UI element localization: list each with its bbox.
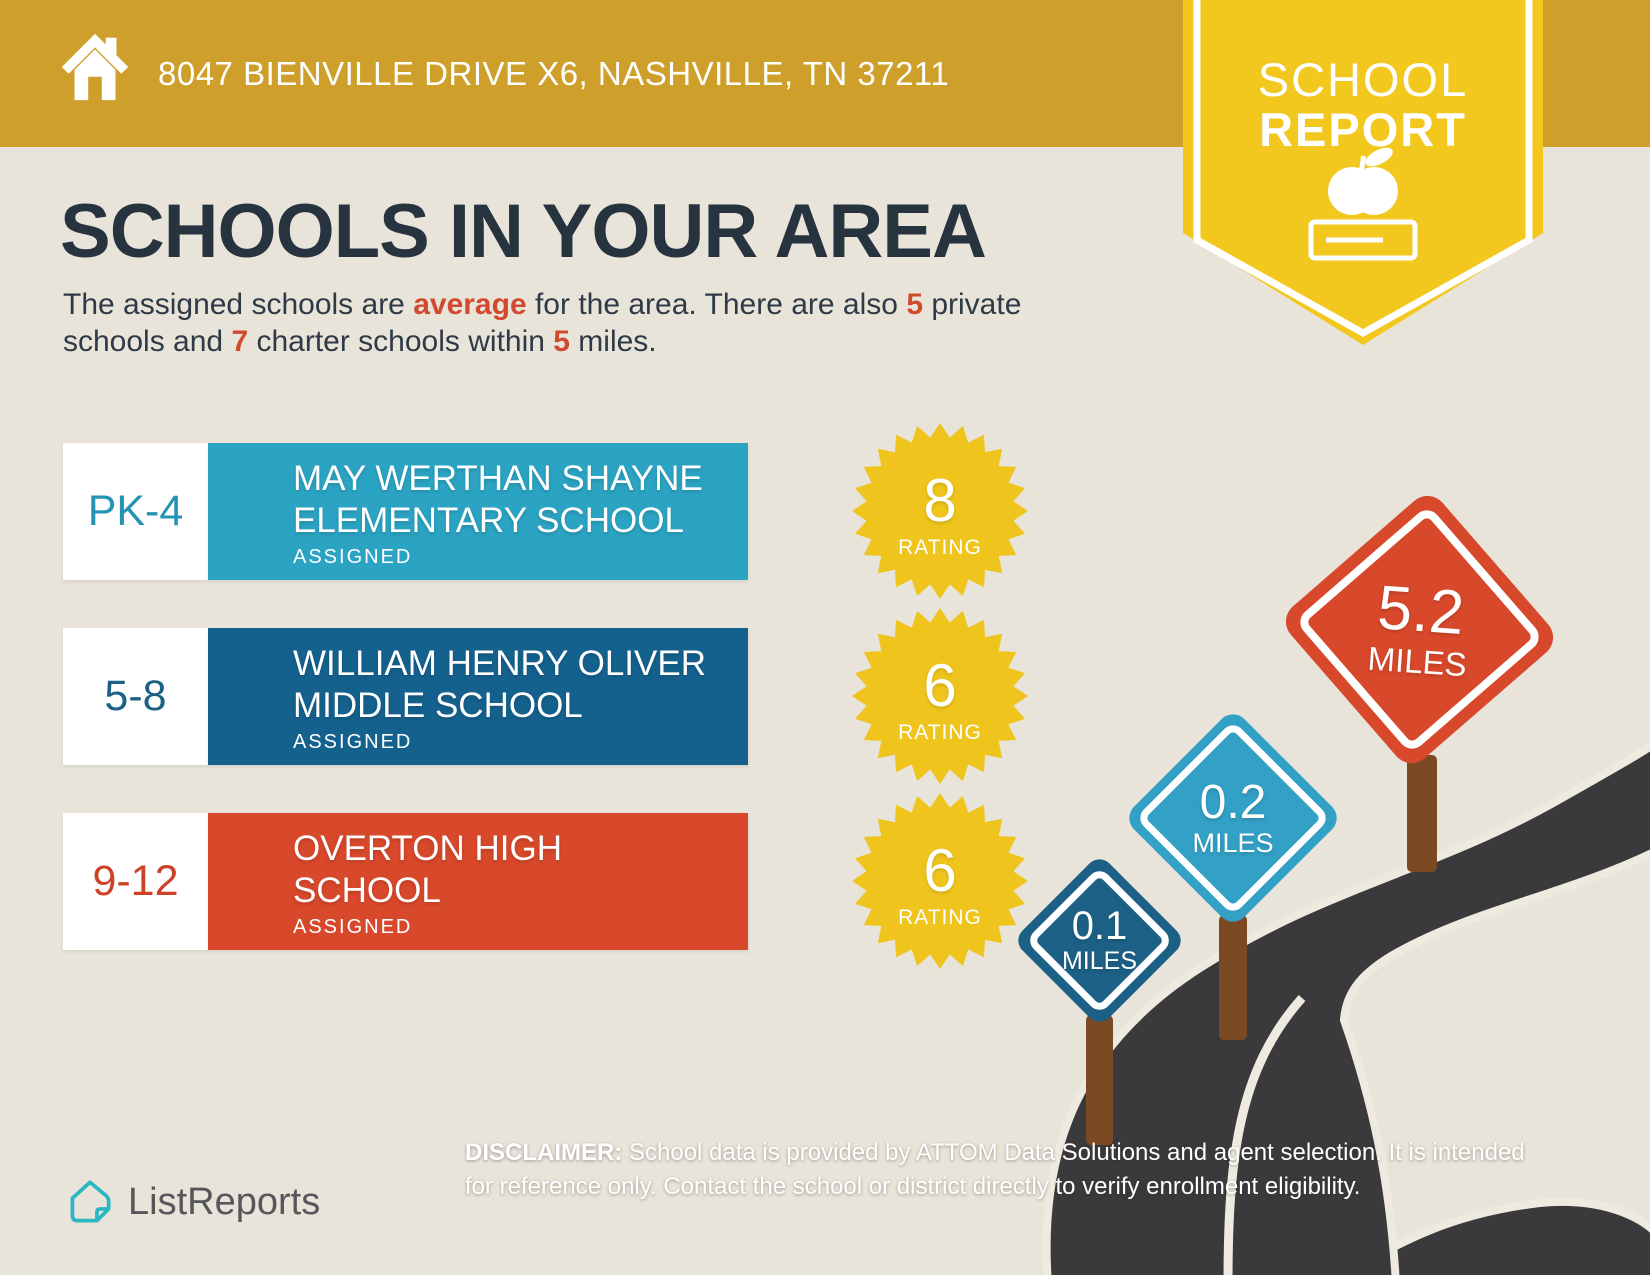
sign-post — [1407, 755, 1437, 872]
school-row-high — [63, 813, 982, 950]
rating-value: 8 — [923, 467, 957, 534]
school-name-line1: OVERTON HIGH — [293, 829, 563, 868]
disclaimer-line1 — [465, 1136, 1625, 1170]
listreports-icon — [66, 1178, 114, 1226]
home-icon — [56, 26, 134, 104]
grade-range: 5-8 — [63, 628, 208, 765]
intro-seg4: charter schools within — [248, 325, 554, 358]
listreports-logo — [66, 1178, 320, 1226]
sign-text — [1038, 879, 1161, 1002]
school-name-line2: MIDDLE SCHOOL — [293, 686, 583, 725]
school-name — [293, 828, 562, 912]
school-row-middle — [63, 628, 982, 765]
rating-badge — [850, 421, 1030, 601]
grade-range: 9-12 — [63, 813, 208, 950]
property-address: 8047 BIENVILLE DRIVE X6, NASHVILLE, TN 37211 — [158, 54, 950, 92]
distance-sign-0-2-miles — [1123, 708, 1344, 929]
school-name — [293, 458, 703, 542]
school-bar — [208, 628, 982, 765]
intro-charter-count: 7 — [231, 325, 249, 358]
rating-badge — [850, 791, 1030, 971]
sign-text — [1312, 522, 1527, 737]
sign-text — [1155, 740, 1311, 896]
badge-line1: SCHOOL — [1257, 53, 1469, 106]
rating-badge — [850, 606, 1030, 786]
badge-line2: REPORT — [1259, 103, 1467, 156]
school-name-line2: ELEMENTARY SCHOOL — [293, 501, 684, 540]
intro-highlight-average: average — [413, 288, 527, 321]
disclaimer-line2: for reference only. Contact the school or district directly to verify enrollment eligibility. — [465, 1173, 1361, 1200]
rating-label: RATING — [898, 721, 982, 744]
disclaimer-label: DISCLAIMER: — [465, 1139, 623, 1166]
distance-unit: MILES — [1061, 947, 1138, 975]
page-title: SCHOOLS IN YOUR AREA — [60, 189, 986, 274]
distance-value: 0.1 — [1071, 904, 1128, 948]
school-status: ASSIGNED — [293, 916, 413, 938]
intro-text — [63, 286, 1083, 360]
school-name-line1: WILLIAM HENRY OLIVER — [293, 644, 706, 683]
rating-label: RATING — [898, 906, 982, 929]
disclaimer — [465, 1136, 1625, 1204]
distance-unit: MILES — [1366, 639, 1468, 683]
rating-value: 6 — [923, 837, 957, 904]
rating-value: 6 — [923, 652, 957, 719]
school-bar — [208, 813, 982, 950]
school-report-badge — [1183, 0, 1543, 350]
intro-private-count: 5 — [906, 288, 923, 321]
intro-seg3: private schools and — [63, 288, 1022, 358]
school-name-line1: MAY WERTHAN SHAYNE — [293, 459, 703, 498]
rating-label: RATING — [898, 536, 982, 559]
grade-range: PK-4 — [63, 443, 208, 580]
distance-value: 5.2 — [1375, 572, 1467, 648]
school-row-elementary — [63, 443, 982, 580]
school-status: ASSIGNED — [293, 546, 413, 568]
school-name — [293, 643, 706, 727]
sign-post — [1086, 1015, 1113, 1145]
listreports-wordmark: ListReports — [128, 1180, 321, 1223]
intro-seg1: The assigned schools are — [63, 288, 414, 321]
intro-seg5: miles. — [569, 325, 657, 358]
intro-miles-count: 5 — [553, 325, 570, 358]
distance-value: 0.2 — [1199, 775, 1267, 829]
distance-unit: MILES — [1192, 827, 1274, 858]
sign-post — [1219, 915, 1247, 1040]
school-status: ASSIGNED — [293, 731, 413, 753]
school-name-line2: SCHOOL — [293, 871, 441, 910]
intro-seg2: for the area. There are also — [526, 288, 907, 321]
disclaimer-line1-text: School data is provided by ATTOM Data Solutions and agent selection. It is intended — [622, 1139, 1525, 1166]
school-bar — [208, 443, 982, 580]
